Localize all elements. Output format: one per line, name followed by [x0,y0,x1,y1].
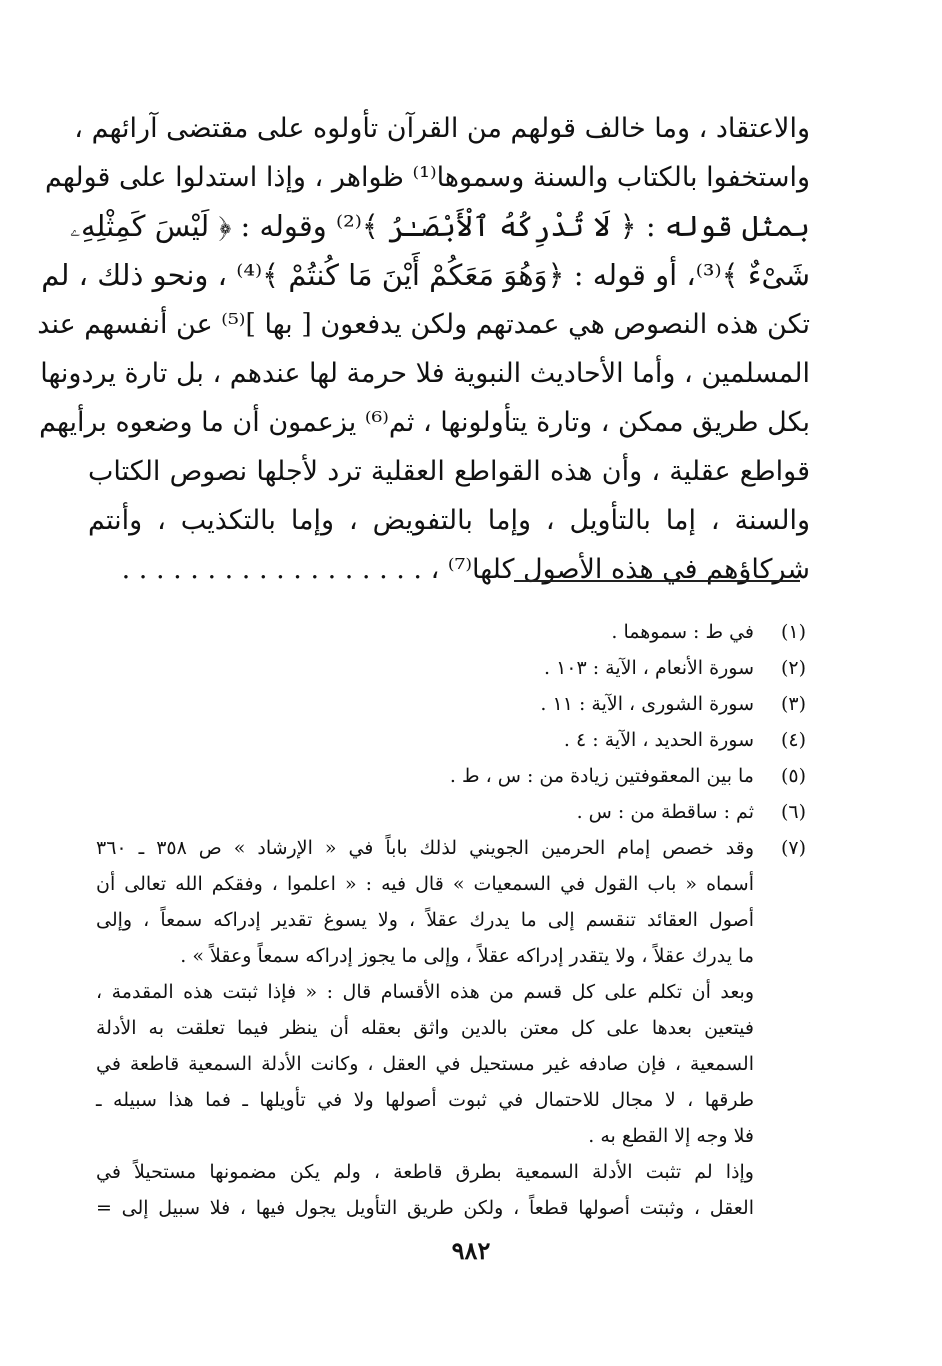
main-text [37,104,810,594]
main-text-line: والسنة ، إما بالتأويل ، وإما بالتفويض ، وإما بالتكذيب ، وأنتم [88,505,810,536]
main-text-line: شَىْءٌ ﴾⁽³⁾، أو قوله : ﴿وَهُوَ مَعَكُمْ أَيْنَ مَا كُنتُمْ ﴾⁽⁴⁾ ، ونحو ذلك ، لم [41,258,810,292]
footnote [96,794,806,830]
footnote-text: وإذا لم تثبت الأدلة السمعية بطرق قاطعة ، ولم يكن مضمونها مستحيلاً في [96,1161,754,1183]
footnote-text: فلا وجه إلا القطع به . [588,1125,754,1147]
main-text-line: تكن هذه النصوص هي عمدتهم ولكن يدفعون [ بها ]⁽⁵⁾ عن أنفسهم عند [37,309,810,340]
footnote-text: وقد خصص إمام الحرمين الجويني لذلك باباً في « الإرشاد » ص ٣٥٨ ـ ٣٦٠ [96,837,754,859]
footnote-text: أصول العقائد تنقسم إلى ما يدرك عقلاً ، ولا يسوغ تقدير إدراكه سمعاً ، وإلى [96,909,754,931]
footnote [96,650,806,686]
footnote [96,830,806,1226]
footnote [96,614,806,650]
footnote [96,722,806,758]
footnote-text: وبعد أن تكلم على كل قسم من هذه الأقسام قال : « فإذا ثبتت هذه المقدمة ، [96,981,754,1003]
footnote-number: (٦) [780,801,806,823]
footnote-text: في ط : سموهما . [611,621,754,643]
footnote-text: أسماه « باب القول في السمعيات » قال فيه : « اعلموا ، وفقكم الله تعالى أن [96,873,754,895]
footnote-text: ما يدرك عقلاً ، ولا يتقدر إدراكه عقلاً ، وإلى ما يجوز إدراكه سمعاً وعقلاً » . [180,945,754,967]
footnote-number: (١) [780,621,806,643]
main-text-line: شركاؤهم في هذه الأصول كلها⁽⁷⁾ ، . . . . . . . . . . . . . . . . . . [121,554,810,585]
main-text-line: بمثل قوله : ﴿ لَا تُدْرِكُهُ ٱلْأَبْصَـٰرُ ﴾⁽²⁾ وقوله : ﴿ لَيْسَ كَمِثْلِهِۦ [69,209,810,243]
footnote-number: (٢) [780,657,806,679]
footnote-paragraph [96,974,754,1154]
main-text-line: واستخفوا بالكتاب والسنة وسموها⁽¹⁾ ظواهر ، وإذا استدلوا على قولهم [44,162,810,193]
footnote-text: ما بين المعقوفتين زيادة من : س ، ط . [449,765,754,787]
footnote-text: سورة الشورى ، الآية : ١١ . [540,693,754,715]
footnote-number: (٤) [780,729,806,751]
footnote-text: العقل ، وثبتت أصولها قطعاً ، ولكن طريق التأويل يجول فيها ، فلا سبيل إلى = [96,1197,754,1219]
footnote-text: السمعية ، فإن صادفه غير مستحيل في العقل ، وكانت الأدلة السمعية قاطعة في [96,1053,754,1075]
footnote-text: فيتعين بعدها على كل معتن بالدين واثق بعقله أن ينظر فيما تعلقت به الأدلة [96,1017,754,1039]
main-text-line: قواطع عقلية ، وأن هذه القواطع العقلية ترد لأجلها نصوص الكتاب [88,456,810,487]
footnote [96,758,806,794]
footnote-text: ثم : ساقطة من : س . [576,801,754,823]
main-text-line: المسلمين ، وأما الأحاديث النبوية فلا حرمة لها عندهم ، بل تارة يردونها [40,358,810,389]
footnote [96,686,806,722]
footnote-number: (٧) [780,837,806,859]
main-text-line: والاعتقاد ، وما خالف قولهم من القرآن تأولوه على مقتضى آرائهم ، [74,113,810,144]
main-text-line: بكل طريق ممكن ، وتارة يتأولونها ، ثم⁽⁶⁾ يزعمون أن ما وضعوه برأيهم [39,407,810,438]
footnote-paragraph [96,1154,754,1226]
footnote-text: سورة الحديد ، الآية : ٤ . [563,729,754,751]
footnotes [96,614,806,1226]
footnote-separator [514,580,800,582]
footnote-text: سورة الأنعام ، الآية : ١٠٣ . [543,657,754,679]
page-number: ٩٨٢ [451,1236,491,1265]
footnote-text: طرقها ، لا مجال للاحتمال في ثبوت أصولها ولا في تأويلها ـ فما هذا سبيله ـ [96,1089,754,1111]
footnote-number: (٥) [780,765,806,787]
footnote-number: (٣) [780,693,806,715]
